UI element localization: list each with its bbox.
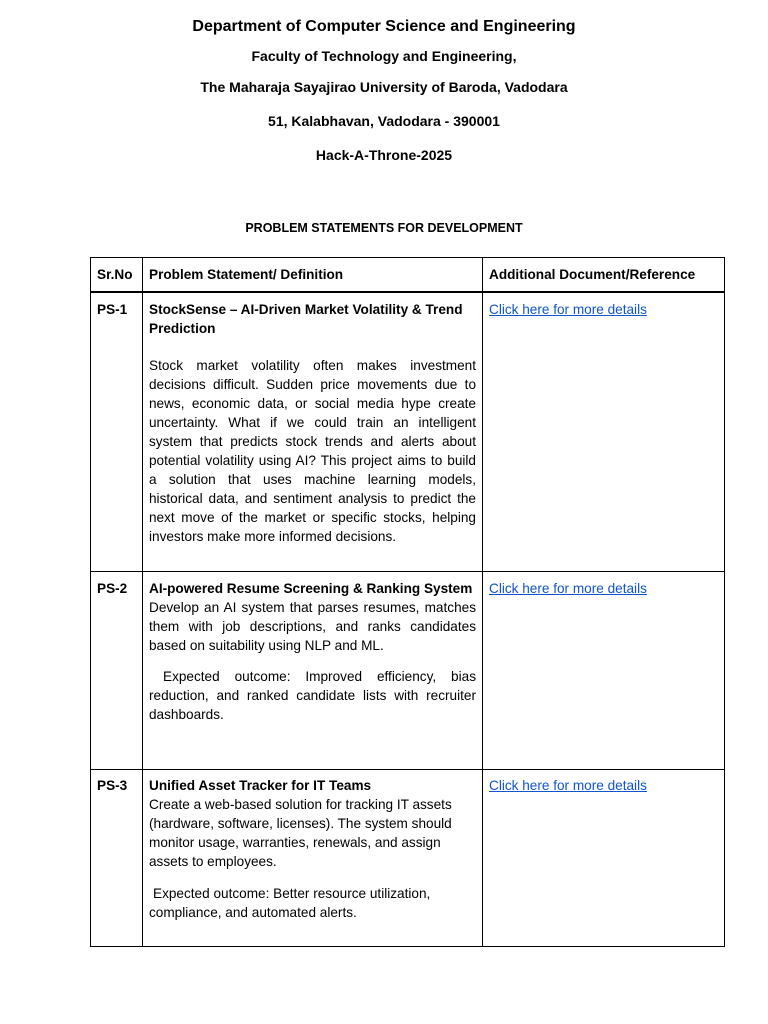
expected-outcome: Expected outcome: Better resource utilization, compliance, and automated alerts. bbox=[149, 886, 431, 920]
problem-description: Develop an AI system that parses resumes, matches them with job descriptions, and ranks candidates based on suitability using NLP and ML. bbox=[149, 600, 476, 653]
table-header-row bbox=[91, 258, 725, 293]
problem-description: Create a web-based solution for tracking IT assets (hardware, software, licenses). The system should monitor usage, warranties, renewals, and assign assets to employees. bbox=[149, 797, 452, 869]
event-name: Hack-A-Throne-2025 bbox=[315, 147, 453, 163]
reference-cell bbox=[483, 770, 725, 947]
problem-statement-cell bbox=[143, 292, 483, 572]
row-srno: PS-2 bbox=[91, 572, 143, 770]
details-link[interactable]: Click here for more details bbox=[489, 581, 647, 596]
expected-outcome: Expected outcome: Improved efficiency, bias reduction, and ranked candidate lists with recruiter dashboards. bbox=[149, 669, 476, 722]
problem-title: AI-powered Resume Screening & Ranking System bbox=[149, 581, 473, 596]
section-title: PROBLEM STATEMENTS FOR DEVELOPMENT bbox=[245, 221, 523, 235]
problem-statements-table bbox=[90, 257, 725, 947]
address: 51, Kalabhavan, Vadodara - 390001 bbox=[268, 113, 500, 129]
row-srno: PS-3 bbox=[91, 770, 143, 947]
problem-statement-cell bbox=[143, 770, 483, 947]
details-link[interactable]: Click here for more details bbox=[489, 302, 647, 317]
column-header-problem-statement: Problem Statement/ Definition bbox=[143, 258, 483, 293]
row-srno: PS-1 bbox=[91, 292, 143, 572]
details-link[interactable]: Click here for more details bbox=[489, 778, 647, 793]
university-name: The Maharaja Sayajirao University of Baroda, Vadodara bbox=[200, 79, 568, 95]
department-title: Department of Computer Science and Engineering bbox=[192, 18, 576, 35]
problem-statement-cell bbox=[143, 572, 483, 770]
reference-cell bbox=[483, 292, 725, 572]
problem-title: Unified Asset Tracker for IT Teams bbox=[149, 778, 372, 793]
problem-description: Stock market volatility often makes investment decisions difficult. Sudden price movements due to news, economic data, or social media hype create uncertainty. What if we could train an intelligent system that predicts stock trends and alerts about potential volatility using AI? This project aims to build a solution that uses machine learning models, historical data, and sentiment analysis to predict the next move of the market or specific stocks, helping investors make more informed decisions. bbox=[149, 358, 476, 544]
column-header-reference: Additional Document/Reference bbox=[483, 258, 725, 293]
problem-title: StockSense – AI-Driven Market Volatility & Trend Prediction bbox=[149, 302, 463, 336]
reference-cell bbox=[483, 572, 725, 770]
table-row bbox=[91, 292, 725, 572]
column-header-srno: Sr.No bbox=[91, 258, 143, 293]
table-row bbox=[91, 572, 725, 770]
table-row bbox=[91, 770, 725, 947]
faculty-name: Faculty of Technology and Engineering, bbox=[251, 48, 517, 64]
